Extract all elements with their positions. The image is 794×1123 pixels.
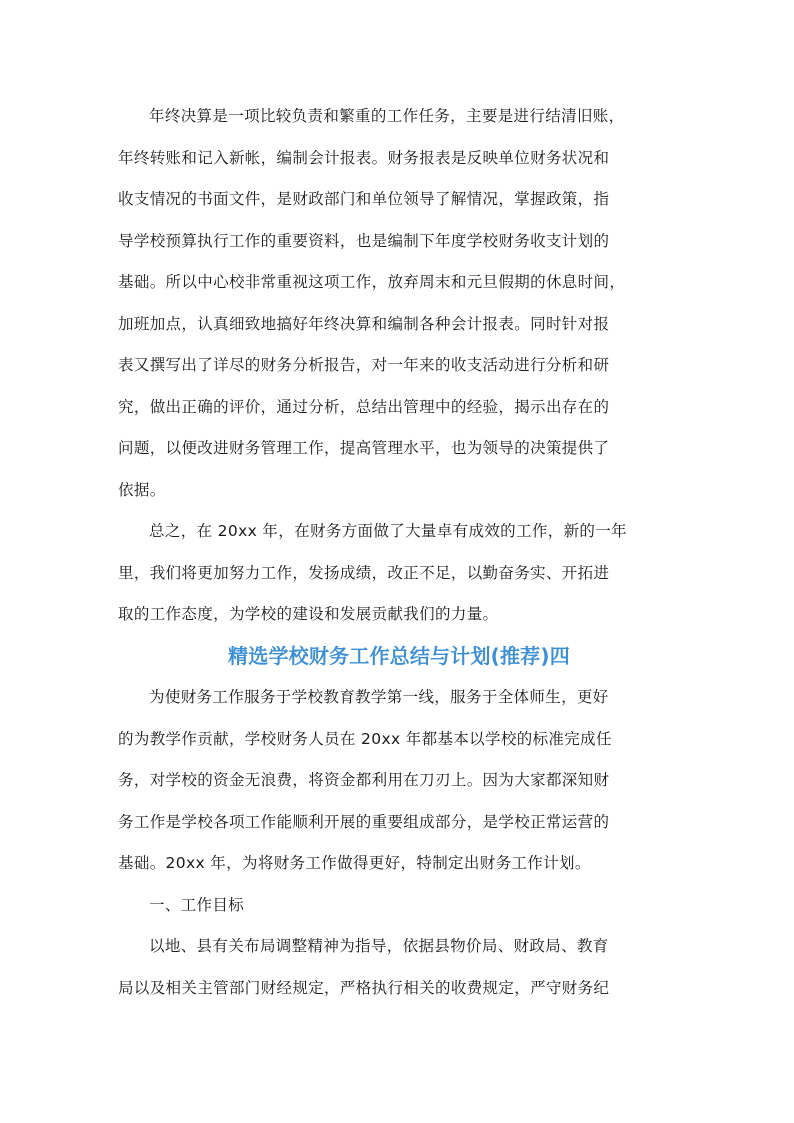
text-line: 为使财务工作服务于学校教育教学第一线，服务于全体师生，更好 xyxy=(149,688,609,706)
paragraph-work-goals xyxy=(118,926,680,1009)
text-line: 问题，以便改进财务管理工作，提高管理水平，也为领导的决策提供了 xyxy=(118,439,610,457)
text-line: 里，我们将更加努力工作，发扬成绩，改正不足，以勤奋务实、开拓进 xyxy=(118,563,610,582)
text-line: 局以及相关主管部门财经规定，严格执行相关的收费规定，严守财务纪 xyxy=(118,978,610,997)
text-line: 务工作是学校各项工作能顺利开展的重要组成部分，是学校正常运营的 xyxy=(118,812,610,831)
text-line: 表又撰写出了详尽的财务分析报告，对一年来的收支活动进行分析和研 xyxy=(118,356,610,374)
text-line: 导学校预算执行工作的重要资料，也是编制下年度学校财务收支计划的 xyxy=(118,231,610,250)
text-line: 年终决算是一项比较负责和繁重的工作任务，主要是进行结清旧账， xyxy=(149,107,625,125)
text-line: 年终转账和记入新帐，编制会计报表。财务报表是反映单位财务状况和 xyxy=(118,148,610,167)
text-line: 基础。20xx 年，为将财务工作做得更好，特制定出财务工作计划。 xyxy=(118,854,591,872)
paragraph-year-end-accounts xyxy=(118,96,680,511)
text-line: 以地、县有关布局调整精神为指导，依据县物价局、财政局、教育 xyxy=(149,937,609,955)
text-line: 究，做出正确的评价，通过分析，总结出管理中的经验，揭示出存在的 xyxy=(118,397,610,416)
paragraph-summary xyxy=(118,511,680,636)
text-line: 收支情况的书面文件，是财政部门和单位领导了解情况，掌握政策，指 xyxy=(118,190,610,208)
paragraph-intro xyxy=(118,677,680,885)
text-line: 的为教学作贡献，学校财务人员在 20xx 年都基本以学校的标准完成任 xyxy=(118,729,612,748)
document-body xyxy=(118,96,680,1009)
subheading-work-goals xyxy=(118,885,680,927)
section-heading: 精选学校财务工作总结与计划(推荐)四 xyxy=(228,643,570,668)
text-line: 基础。所以中心校非常重视这项工作，放弃周末和元旦假期的休息时间， xyxy=(118,273,626,291)
text-line: 依据。 xyxy=(118,480,166,499)
text-line: 务，对学校的资金无浪费，将资金都利用在刀刃上。因为大家都深知财 xyxy=(118,771,610,789)
text-line: 加班加点，认真细致地搞好年终决算和编制各种会计报表。同时针对报 xyxy=(118,314,610,333)
text-line: 一、工作目标 xyxy=(149,895,245,914)
text-line: 取的工作态度，为学校的建设和发展贡献我们的力量。 xyxy=(118,605,499,623)
text-line: 总之，在 20xx 年，在财务方面做了大量卓有成效的工作，新的一年 xyxy=(149,522,627,540)
